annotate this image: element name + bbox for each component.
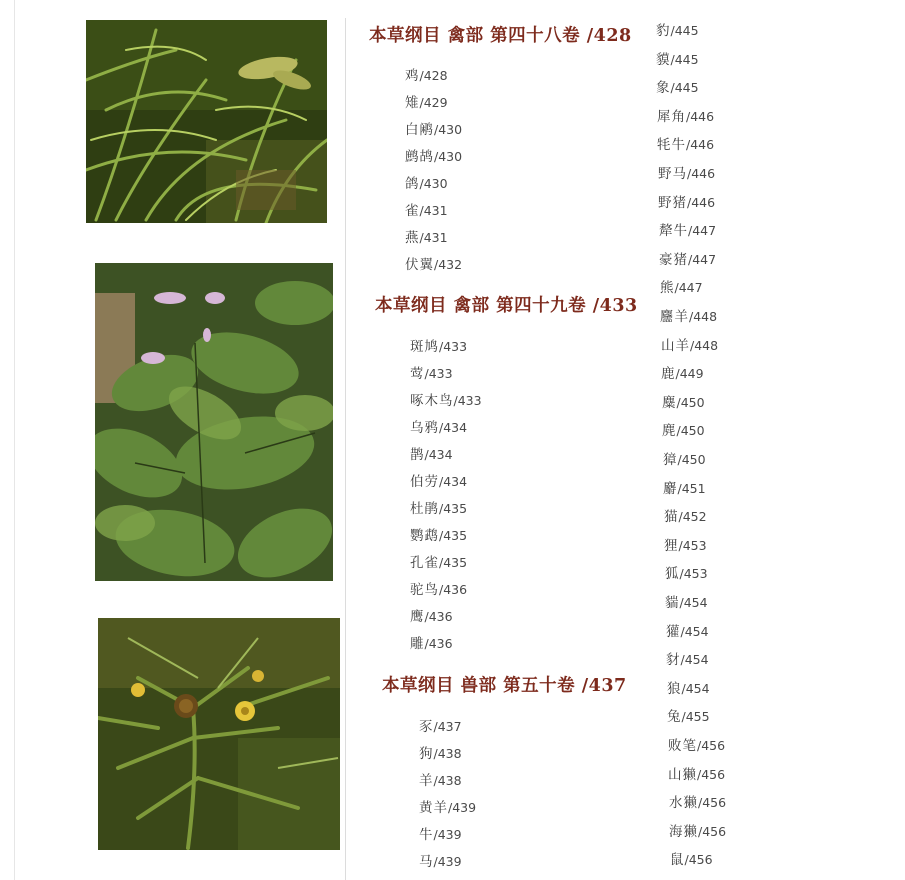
list-item: 水獭/456: [669, 795, 727, 812]
list-item: 牛/439: [419, 827, 462, 843]
list-item: 莺/433: [410, 366, 453, 382]
list-item: 燕/431: [405, 230, 448, 246]
list-item: 羊/438: [419, 773, 462, 789]
list-item: 黄羊/439: [419, 800, 477, 816]
section-heading-birds-48: 本草纲目 禽部 第四十八卷 /428: [369, 26, 632, 46]
list-item: 牦牛/446: [657, 137, 715, 154]
list-item: 麋/450: [662, 394, 705, 411]
list-item: 豪猪/447: [659, 251, 717, 268]
list-item: 鹿/449: [661, 366, 704, 383]
column-divider: [345, 18, 346, 880]
list-item: 麢羊/448: [660, 309, 718, 325]
list-item: 兔/455: [667, 709, 710, 726]
list-item: 鼠/456: [670, 852, 713, 869]
list-item: 狸/453: [664, 537, 707, 554]
list-item: 野马/446: [658, 166, 716, 182]
list-item: 雉/429: [405, 95, 448, 111]
list-item: 驼鸟/436: [410, 582, 468, 598]
list-item: 白鹇/430: [405, 122, 463, 138]
list-item: 乌鸦/434: [410, 420, 468, 436]
list-item: 鹊/434: [410, 447, 453, 463]
list-item: 狗/438: [419, 746, 462, 762]
list-item: 豕/437: [419, 719, 462, 735]
list-item: 豹/445: [656, 23, 699, 39]
list-item: 豺/454: [666, 652, 709, 669]
list-item: 斑鸠/433: [410, 339, 468, 355]
list-item: 山獭/456: [668, 766, 726, 783]
broadleaf-flowering-plant-photo: [95, 263, 333, 581]
list-item: 犀角/446: [657, 108, 715, 125]
list-item: 狼/454: [667, 680, 710, 697]
list-item: 象/445: [656, 80, 699, 97]
list-item: 犛牛/447: [659, 223, 717, 240]
grass-plant-photo: [86, 20, 327, 223]
list-item: 貘/445: [656, 51, 699, 68]
list-item: 雕/436: [410, 636, 453, 652]
list-item: 海獭/456: [669, 823, 727, 840]
list-item: 貒/454: [665, 595, 708, 611]
list-item: 雀/431: [405, 203, 448, 219]
list-item: 野猪/446: [658, 194, 716, 211]
list-item: 败笔/456: [668, 738, 726, 754]
list-item: 鸽/430: [405, 176, 448, 192]
list-item: 麝/451: [663, 480, 706, 497]
list-item: 鹧鸪/430: [405, 149, 463, 165]
list-item: 孔雀/435: [410, 555, 468, 571]
list-item: 山羊/448: [661, 337, 719, 354]
section-heading-birds-49: 本草纲目 禽部 第四十九卷 /433: [375, 296, 638, 316]
list-item: 伏翼/432: [405, 257, 463, 273]
section-heading-beasts-50: 本草纲目 兽部 第五十卷 /437: [382, 676, 627, 696]
list-item: 啄木鸟/433: [410, 393, 482, 409]
list-item: 獾/454: [666, 623, 709, 640]
list-item: 伯劳/434: [410, 474, 468, 490]
yellow-flower-plant-photo: [98, 618, 340, 850]
list-item: 鹰/436: [410, 609, 453, 625]
list-item: 杜鹃/435: [410, 501, 468, 517]
list-item: 狐/453: [665, 566, 708, 583]
list-item: 鹦鹉/435: [410, 528, 468, 544]
list-item: 马/439: [419, 854, 462, 870]
list-item: 熊/447: [660, 280, 703, 297]
list-item: 猫/452: [664, 509, 707, 526]
list-item: 獐/450: [663, 452, 706, 468]
list-item: 鸡/428: [405, 68, 448, 84]
list-item: 麂/450: [662, 423, 705, 440]
page-edge-line: [14, 0, 15, 880]
